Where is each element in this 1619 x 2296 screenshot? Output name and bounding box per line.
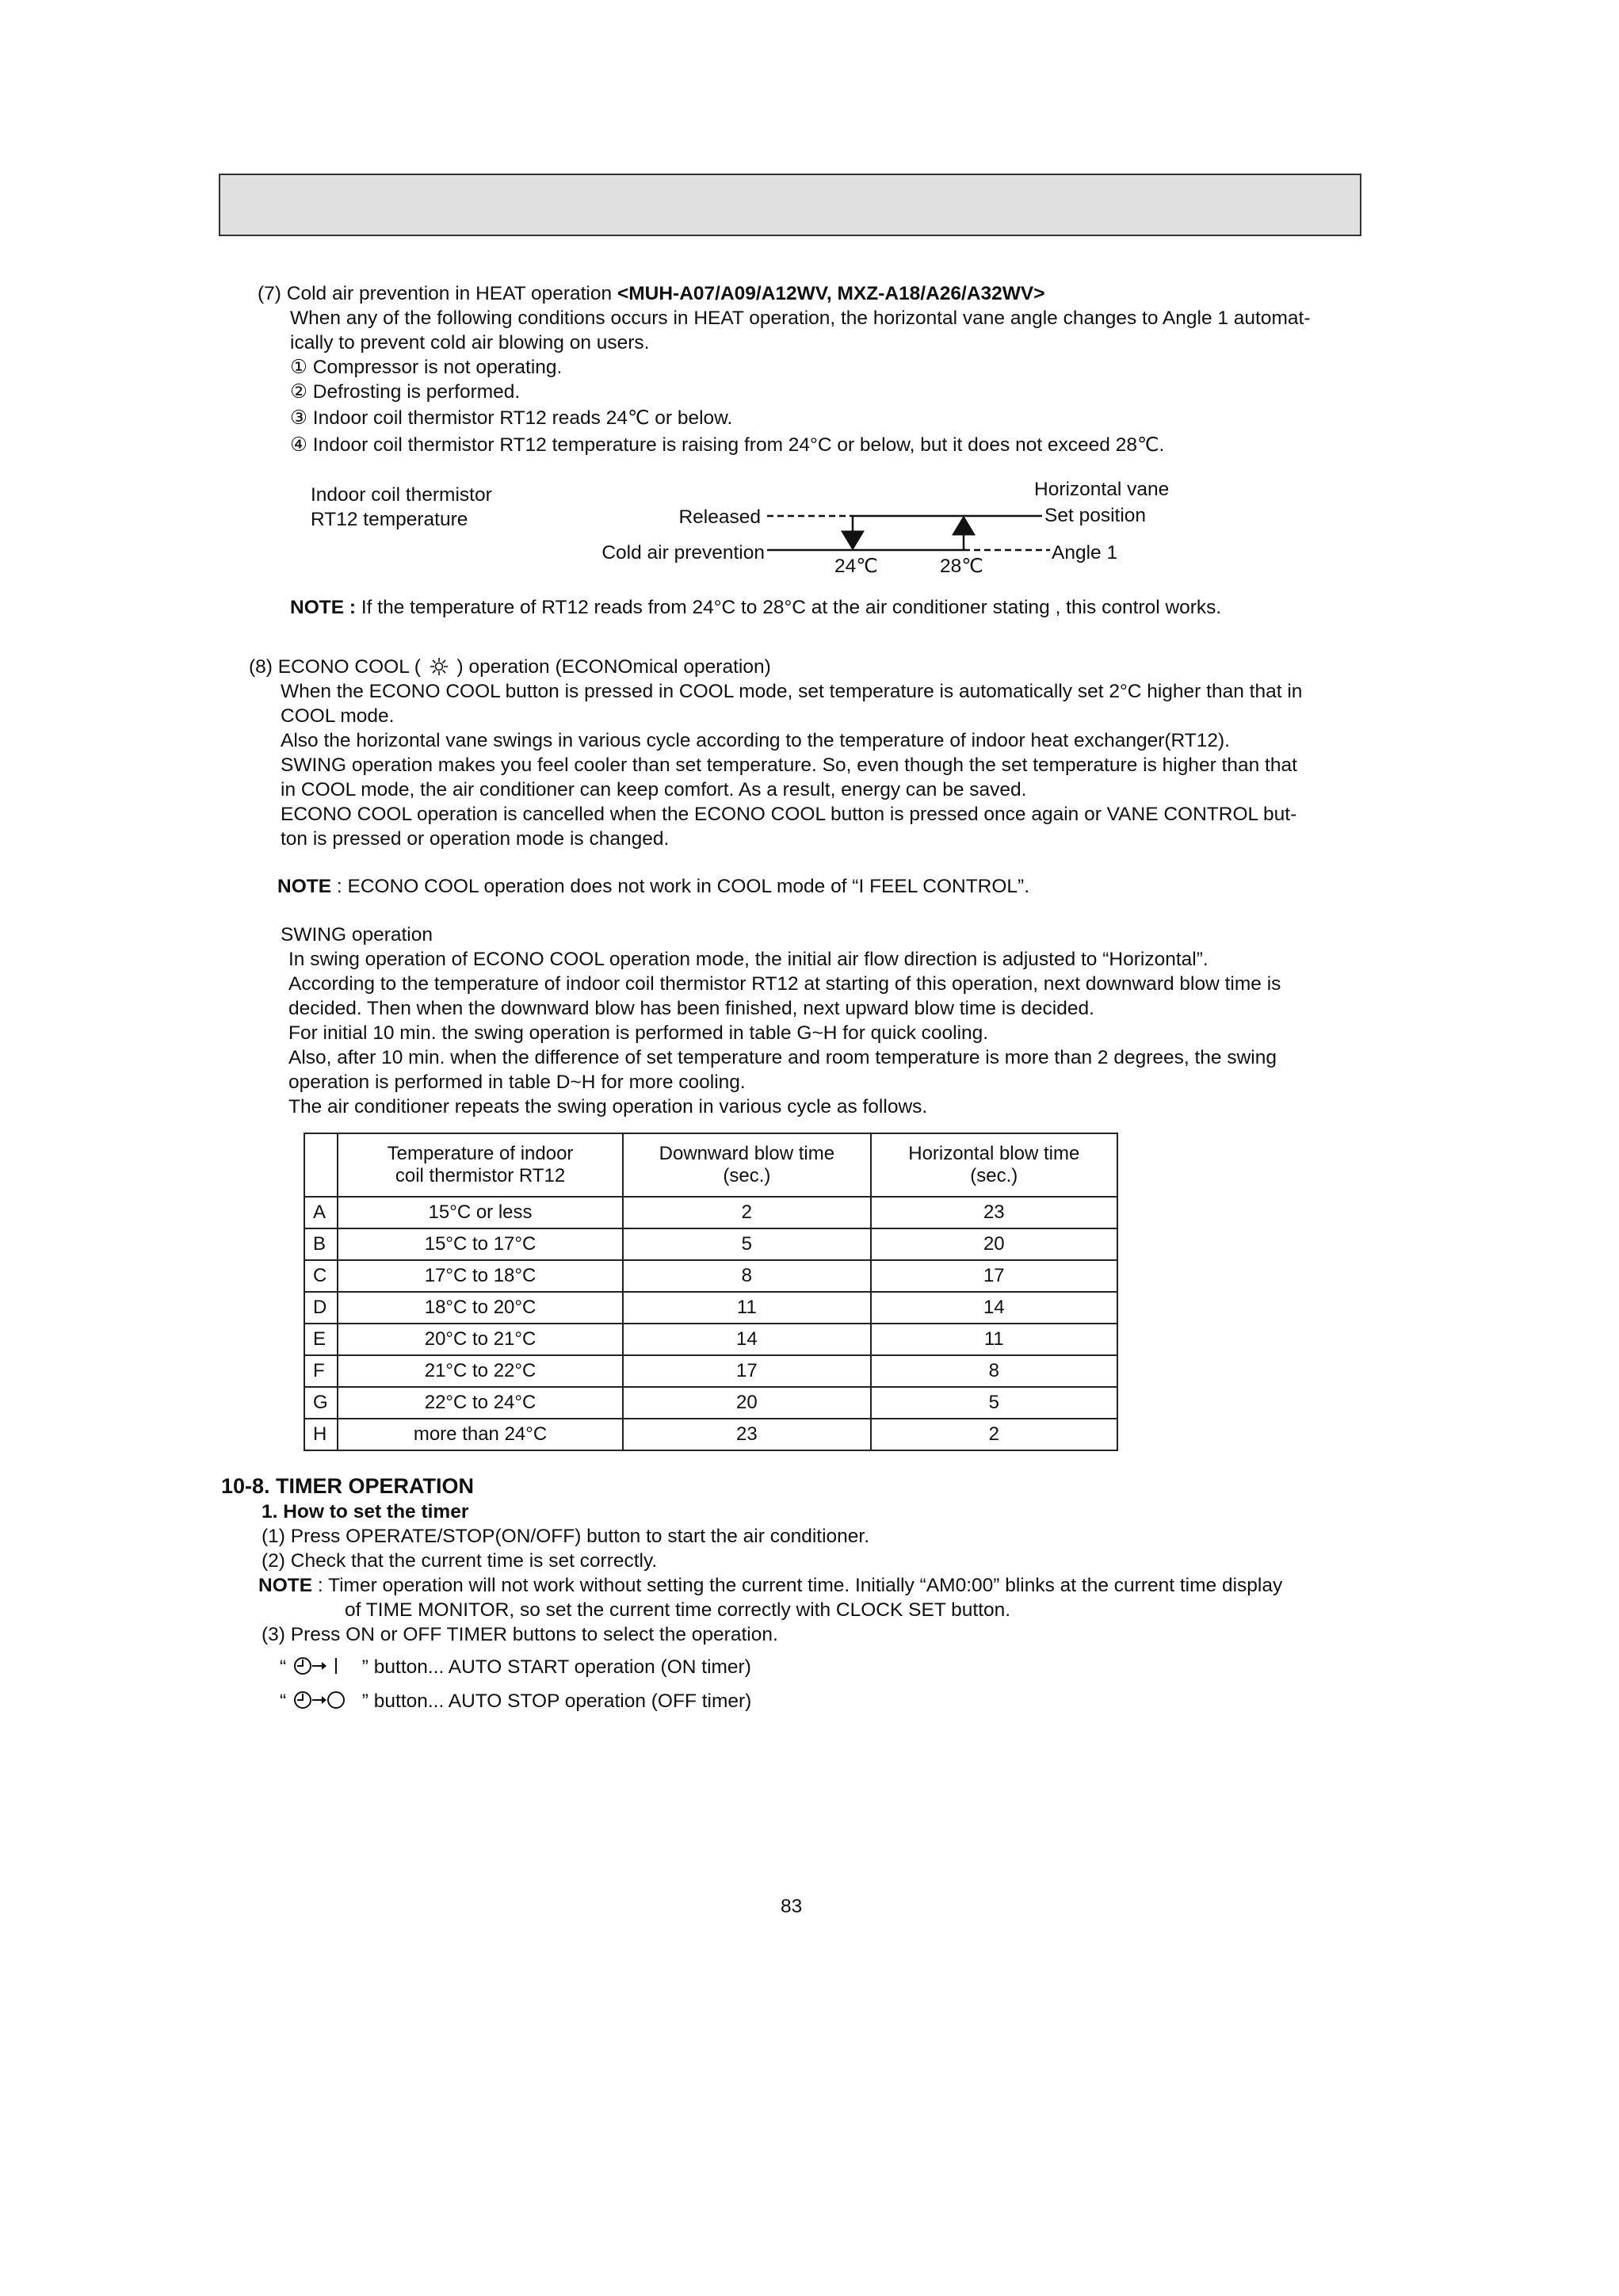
diagram-left-label-2: RT12 temperature (311, 509, 468, 530)
row-horizontal: 11 (871, 1324, 1117, 1355)
horizontal-vane-label: Horizontal vane (1034, 479, 1170, 500)
row-id: C (304, 1260, 338, 1292)
timer-section-title: 10-8. TIMER OPERATION (221, 1474, 475, 1498)
timer-step-3: (3) Press ON or OFF TIMER buttons to select the operation. (262, 1624, 778, 1645)
condition-1: ① Compressor is not operating. (290, 357, 563, 378)
set-position-label: Set position (1044, 505, 1147, 526)
row-temperature: 15°C or less (338, 1197, 623, 1228)
section-8-heading: (8) ECONO COOL ( ) operation (ECONOmical operation) (249, 656, 771, 678)
row-downward: 14 (623, 1324, 870, 1355)
timer-subtitle: 1. How to set the timer (262, 1501, 469, 1522)
row-downward: 11 (623, 1292, 870, 1324)
row-temperature: 17°C to 18°C (338, 1260, 623, 1292)
swing-operation-title: SWING operation (281, 924, 433, 946)
econo-cool-note: NOTE : ECONO COOL operation does not work in COOL mode of “I FEEL CONTROL”. (277, 876, 1029, 897)
row-temperature: 20°C to 21°C (338, 1324, 623, 1355)
row-temperature: 18°C to 20°C (338, 1292, 623, 1324)
swing-time-table (304, 1133, 1118, 1451)
swing-line-3: decided. Then when the downward blow has been finished, next upward blow time is decided. (288, 998, 1094, 1019)
row-id: F (304, 1355, 338, 1387)
swing-line-4: For initial 10 min. the swing operation is performed in table G~H for quick cooling. (288, 1022, 989, 1044)
header-id-cell (304, 1133, 338, 1197)
condition-2: ② Defrosting is performed. (290, 381, 521, 403)
s8-line-4: SWING operation makes you feel cooler than set temperature. So, even though the set temperature is higher than that (281, 755, 1297, 776)
row-horizontal: 20 (871, 1228, 1117, 1260)
note-7: NOTE : If the temperature of RT12 reads from 24°C to 28°C at the air conditioner stating , this control works. (290, 597, 1222, 618)
timer-note-line-1: NOTE : Timer operation will not work without setting the current time. Initially “AM0:00” blinks at the current time display (258, 1575, 1283, 1596)
table-row (304, 1292, 1117, 1324)
swing-line-5: Also, after 10 min. when the difference of set temperature and room temperature is more than 2 degrees, the swing (288, 1047, 1277, 1068)
section-7-heading: (7) Cold air prevention in HEAT operation <MUH-A07/A09/A12WV, MXZ-A18/A26/A32WV> (258, 283, 1045, 304)
page-number: 83 (781, 1896, 803, 1917)
row-downward: 2 (623, 1197, 870, 1228)
released-label: Released (678, 506, 761, 528)
on-timer-line: “ ” button... AUTO START operation (ON timer) (280, 1656, 751, 1678)
table-row (304, 1387, 1117, 1419)
row-temperature: more than 24°C (338, 1419, 623, 1450)
header-temperature: Temperature of indoor coil thermistor RT12 (338, 1133, 623, 1197)
table-row (304, 1197, 1117, 1228)
table-row (304, 1355, 1117, 1387)
row-temperature: 15°C to 17°C (338, 1228, 623, 1260)
row-downward: 20 (623, 1387, 870, 1419)
table-row (304, 1228, 1117, 1260)
table-row (304, 1260, 1117, 1292)
swing-line-1: In swing operation of ECONO COOL operation mode, the initial air flow direction is adjusted to “Horizontal”. (288, 949, 1209, 970)
cold-air-prevention-label: Cold air prevention (601, 542, 765, 563)
off-timer-icon (293, 1690, 355, 1712)
header-bar (219, 174, 1361, 236)
temperature-28-label: 28℃ (940, 556, 983, 577)
row-horizontal: 17 (871, 1260, 1117, 1292)
timer-step-2: (2) Check that the current time is set correctly. (262, 1550, 658, 1572)
header-downward-blow-time: Downward blow time (sec.) (623, 1133, 870, 1197)
s8-line-6: ECONO COOL operation is cancelled when the ECONO COOL button is pressed once again or VANE CONTROL but- (281, 804, 1297, 825)
condition-3: ③ Indoor coil thermistor RT12 reads 24℃ or below. (290, 407, 733, 429)
row-temperature: 21°C to 22°C (338, 1355, 623, 1387)
s8-line-2: COOL mode. (281, 705, 395, 727)
s8-line-3: Also the horizontal vane swings in various cycle according to the temperature of indoor heat exchanger(RT12). (281, 730, 1230, 751)
angle-1-label: Angle 1 (1052, 542, 1118, 563)
section-7-paragraph-line-2: ically to prevent cold air blowing on users. (290, 332, 650, 353)
header-horizontal-blow-time: Horizontal blow time (sec.) (871, 1133, 1117, 1197)
econo-cool-icon (430, 657, 449, 676)
row-horizontal: 23 (871, 1197, 1117, 1228)
row-horizontal: 8 (871, 1355, 1117, 1387)
row-temperature: 22°C to 24°C (338, 1387, 623, 1419)
row-horizontal: 14 (871, 1292, 1117, 1324)
timer-note-line-2: of TIME MONITOR, so set the current time correctly with CLOCK SET button. (345, 1599, 1011, 1621)
cold-air-prevention-diagram (301, 468, 1205, 586)
off-timer-line: “ ” button... AUTO STOP operation (OFF timer) (280, 1690, 752, 1712)
row-horizontal: 5 (871, 1387, 1117, 1419)
condition-4: ④ Indoor coil thermistor RT12 temperature is raising from 24°C or below, but it does not exceed 28℃. (290, 434, 1165, 456)
table-header-row (304, 1133, 1117, 1197)
s8-line-5: in COOL mode, the air conditioner can keep comfort. As a result, energy can be saved. (281, 779, 1027, 800)
row-downward: 5 (623, 1228, 870, 1260)
on-timer-icon (293, 1656, 355, 1678)
s8-line-1: When the ECONO COOL button is pressed in COOL mode, set temperature is automatically set 2°C higher than that in (281, 681, 1303, 702)
swing-line-2: According to the temperature of indoor coil thermistor RT12 at starting of this operation, next downward blow time is (288, 973, 1281, 995)
temperature-24-label: 24℃ (834, 556, 878, 577)
row-id: G (304, 1387, 338, 1419)
s8-line-7: ton is pressed or operation mode is changed. (281, 828, 670, 850)
swing-line-6: operation is performed in table D~H for more cooling. (288, 1072, 746, 1093)
row-id: B (304, 1228, 338, 1260)
diagram-left-label-1: Indoor coil thermistor (311, 484, 492, 506)
swing-line-7: The air conditioner repeats the swing operation in various cycle as follows. (288, 1096, 928, 1117)
row-downward: 23 (623, 1419, 870, 1450)
row-downward: 8 (623, 1260, 870, 1292)
row-downward: 17 (623, 1355, 870, 1387)
row-id: H (304, 1419, 338, 1450)
section-7-paragraph-line-1: When any of the following conditions occurs in HEAT operation, the horizontal vane angle changes to Angle 1 automat- (290, 308, 1311, 329)
table-row (304, 1324, 1117, 1355)
row-id: E (304, 1324, 338, 1355)
table-row (304, 1419, 1117, 1450)
row-horizontal: 2 (871, 1419, 1117, 1450)
row-id: A (304, 1197, 338, 1228)
row-id: D (304, 1292, 338, 1324)
timer-step-1: (1) Press OPERATE/STOP(ON/OFF) button to start the air conditioner. (262, 1526, 870, 1547)
